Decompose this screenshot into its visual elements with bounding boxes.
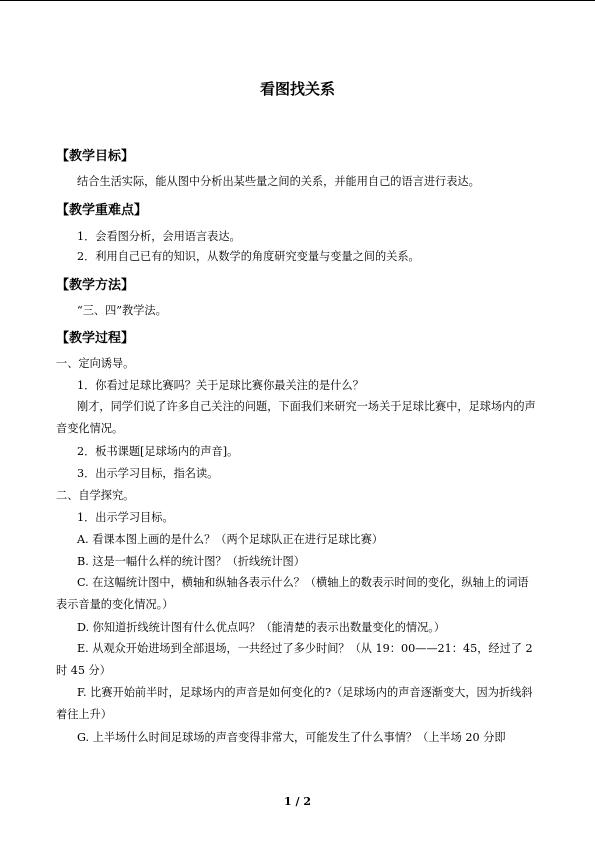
question-g: G. 上半场什么时间足球场的声音变得非常大，可能发生了什么事情？（上半场 20 分即: [77, 731, 506, 744]
method-text: “三、四”教学法。: [77, 304, 167, 317]
question-a: A. 看课本图上画的是什么？（两个足球队正在进行足球比赛）: [77, 533, 384, 546]
top-border: [0, 0, 595, 1]
section-heading-method: 【教学方法】: [56, 278, 135, 293]
page-number: 1 / 2: [284, 795, 311, 808]
process-item: 2．板书课题[足球场内的声音]。: [77, 445, 239, 458]
process-paragraph: 刚才，同学们说了许多自己关注的问题，下面我们来研究一场关于足球比赛中，足球场内的声音变化情况。: [56, 400, 536, 435]
question-e: E. 从观众开始进场到全部退场，一共经过了多少时间？（从 19：00——21：45，经过了 2 时 45 分）: [56, 642, 533, 677]
process-item: 1．出示学习目标。: [77, 511, 174, 524]
question-d: D. 你知道折线统计图有什么优点吗？（能清楚的表示出数量变化的情况。）: [77, 621, 446, 634]
process-part2-title: 二、自学探究。: [56, 489, 135, 502]
process-item: 1．你看过足球比赛吗？关于足球比赛你最关注的是什么？: [77, 379, 364, 392]
process-part1-title: 一、定向诱导。: [56, 357, 135, 370]
process-item: 3．出示学习目标，指名读。: [77, 467, 219, 480]
goal-text: 结合生活实际，能从图中分析出某些量之间的关系，并能用自己的语言进行表达。: [77, 175, 480, 188]
question-c: C. 在这幅统计图中，横轴和纵轴各表示什么？（横轴上的数表示时间的变化，纵轴上的词语表示音量的变化情况。）: [56, 576, 529, 611]
key-item-1: 1．会看图分析，会用语言表达。: [77, 230, 241, 243]
page-title: 看图找关系: [259, 80, 335, 98]
key-item-2: 2．利用自己已有的知识，从数学的角度研究变量与变量之间的关系。: [77, 250, 420, 263]
section-heading-goal: 【教学目标】: [56, 149, 135, 164]
question-b: B. 这是一幅什么样的统计图？（折线统计图）: [77, 555, 305, 568]
section-heading-process: 【教学过程】: [56, 331, 135, 346]
section-heading-key: 【教学重难点】: [56, 203, 148, 218]
question-f: F. 比赛开始前半时，足球场内的声音是如何变化的?（足球场内的声音逐渐变大，因为折线斜着往上升）: [56, 686, 533, 721]
